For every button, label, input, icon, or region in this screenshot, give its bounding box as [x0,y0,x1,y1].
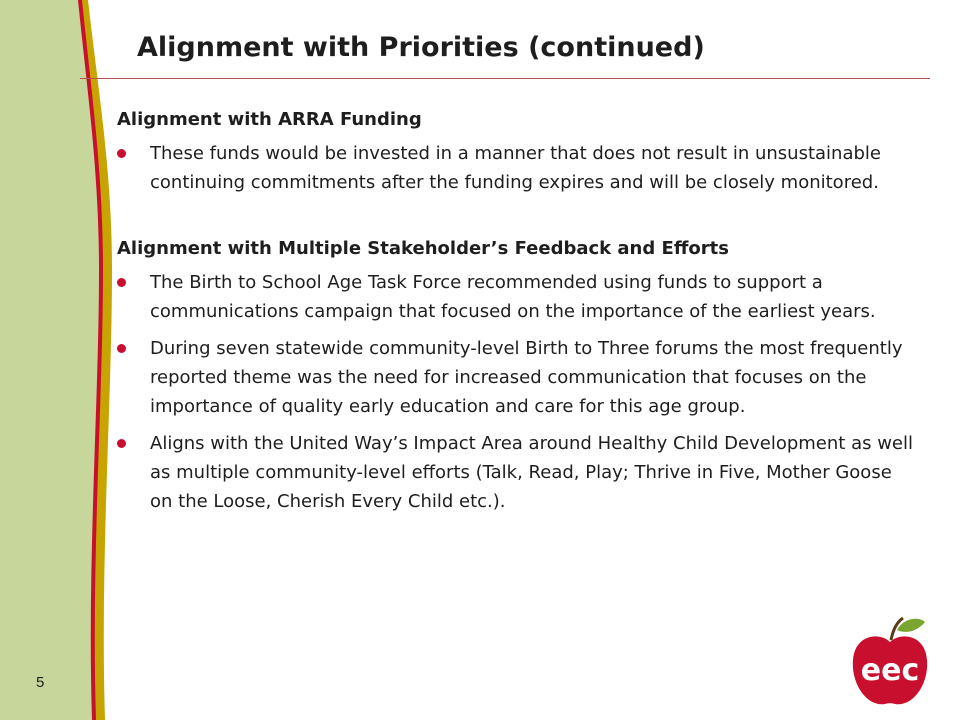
bullet-dot-icon [117,149,126,158]
logo-text: eec [860,653,920,688]
bullet-dot-icon [117,344,126,353]
bullet-text: These funds would be invested in a manner that does not result in unsustainable continuing commitments after the funding expires and will be closely monitored. [150,143,881,193]
bullet-list-stakeholders [117,268,917,516]
list-item [117,139,915,197]
bullet-dot-icon [117,278,126,287]
slide-body [117,104,917,524]
list-item [117,268,915,326]
bullet-text: During seven statewide community-level Birth to Three forums the most frequently reported theme was the need for increased communication that focuses on the importance of quality early education and care for this age group. [150,338,903,417]
eec-apple-logo [845,612,935,712]
page-number: 5 [36,674,45,691]
bullet-text: Aligns with the United Way’s Impact Area around Healthy Child Development as well as multiple community-level efforts (Talk, Read, Play; Thrive in Five, Mother Goose on the Loose, Cherish Every Child etc.). [150,433,913,512]
bullet-list-arra [117,139,917,197]
list-item [117,429,915,516]
section-heading-arra: Alignment with ARRA Funding [117,109,422,130]
title-divider [80,78,930,79]
list-item [117,334,915,421]
bullet-dot-icon [117,439,126,448]
bullet-text: The Birth to School Age Task Force recommended using funds to support a communications campaign that focused on the importance of the earliest years. [150,272,876,322]
slide-title: Alignment with Priorities (continued) [137,32,705,63]
section-heading-stakeholders: Alignment with Multiple Stakeholder’s Feedback and Efforts [117,238,729,259]
